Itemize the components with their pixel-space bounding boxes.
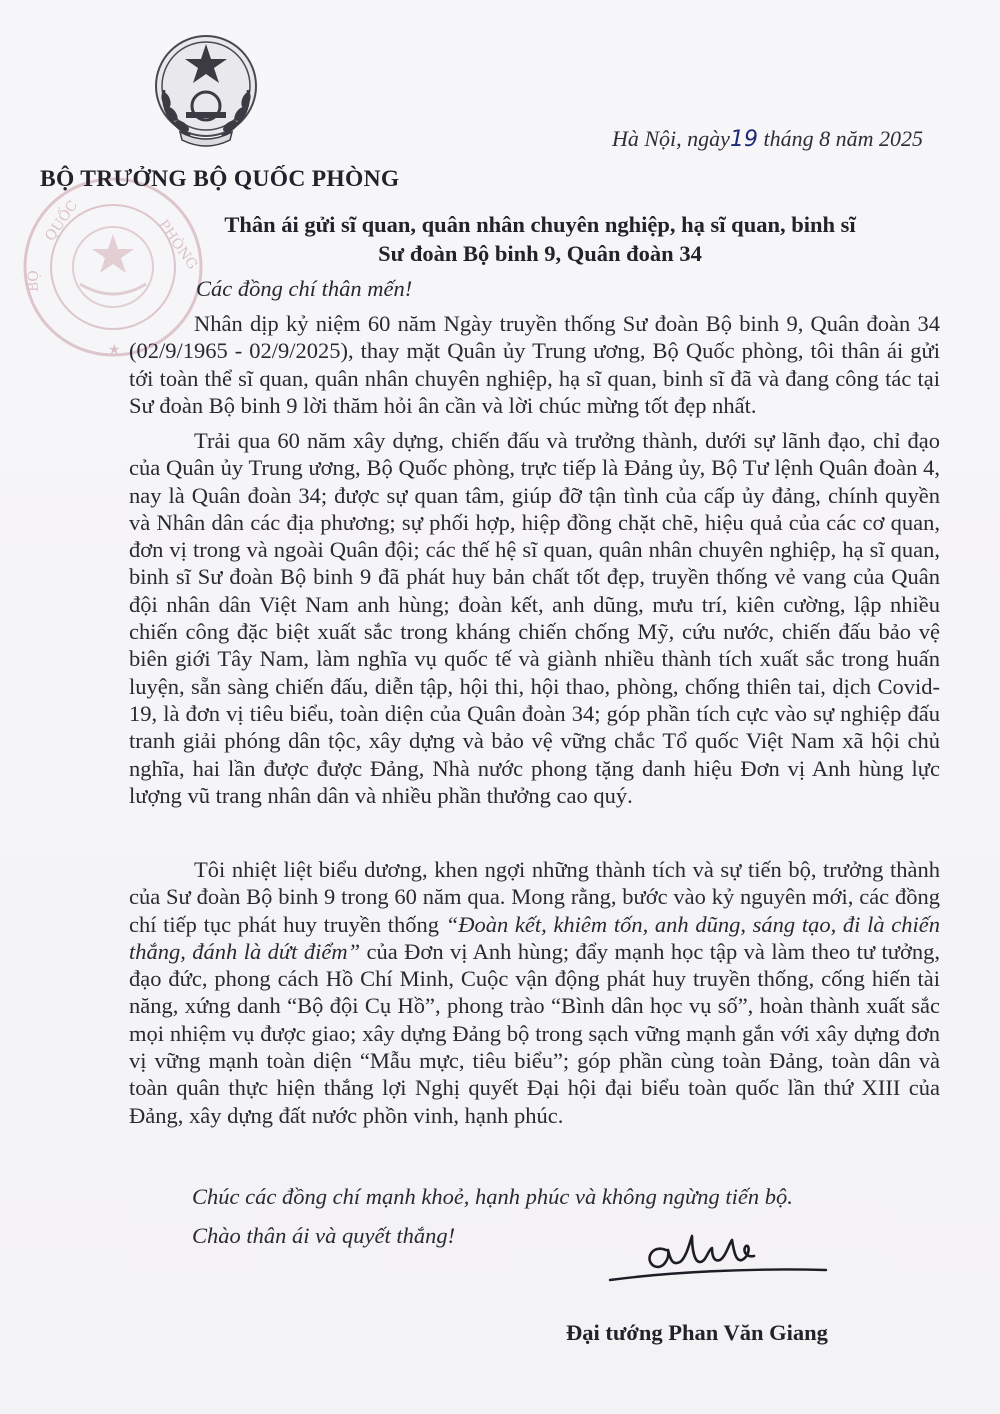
paragraph-2: Trải qua 60 năm xây dựng, chiến đấu và trưởng thành, dưới sự lãnh đạo, chỉ đạo của Quân ủy Trung ương, Bộ Quốc phòng, trực tiếp là Đảng ủy, Bộ Tư lệnh Quân đoàn 4, nay là Quân đoàn 34; được sự quan tâm, giúp đỡ tận tình của cấp ủy đảng, chính quyền và Nhân dân các địa phương; sự phối hợp, hiệp đồng chặt chẽ, hiệu quả của các cơ quan, đơn vị trong và ngoài Quân đội; các thế hệ sĩ quan, quân nhân chuyên nghiệp, hạ sĩ quan, binh sĩ Sư đoàn Bộ binh 9 đã phát huy bản chất tốt đẹp, truyền thống vẻ vang của Quân đội nhân dân Việt Nam anh hùng; đoàn kết, anh dũng, mưu trí, kiên cường, lập nhiều chiến công đặc biệt xuất sắc trong kháng chiến chống Mỹ, cứu nước, chiến đấu bảo vệ biên giới Tây Nam, làm nghĩa vụ quốc tế và giành nhiều thành tích xuất sắc trong huấn luyện, sẵn sàng chiến đấu, diễn tập, hội thi, hội thao, phòng, chống thiên tai, dịch Covid-19, là đơn vị tiêu biểu, toàn diện của Quân đoàn 34; góp phần tích cực vào sự nghiệp đấu tranh giải phóng dân tộc, xây dựng và bảo vệ vững chắc Tổ quốc Việt Nam xã hội chủ nghĩa, hai lần được được Đảng, Nhà nước phong tặng danh hiệu Đơn vị Anh hùng lực lượng vũ trang nhân dân và nhiều phần thưởng cao quý. <box>129 428 940 808</box>
recipient-line-2: Sư đoàn Bộ binh 9, Quân đoàn 34 <box>378 241 702 266</box>
date-day: 19 <box>729 127 758 152</box>
date-prefix: Hà Nội, ngày <box>612 126 730 151</box>
svg-text:★: ★ <box>108 342 121 358</box>
closing-greeting: Chào thân ái và quyết thắng! <box>192 1223 456 1248</box>
national-emblem-icon <box>150 28 262 156</box>
paragraph-3-part-a: Tôi nhiệt liệt biểu dương, khen ngợi những thành tích và sự tiến bộ, trưởng thành của Sư đoàn Bộ binh 9 trong 60 năm qua. Mong rằng, bước vào kỷ nguyên mới, các đồng chí tiếp tục phát huy truyền thống <box>129 857 940 937</box>
date-suffix: tháng 8 năm 2025 <box>763 126 923 151</box>
issuing-organization: BỘ TRƯỞNG BỘ QUỐC PHÒNG <box>40 166 400 192</box>
motto-quote: “Đoàn kết, khiêm tốn, anh dũng, sáng tạo, đi là chiến thắng, đánh là dứt điểm” <box>129 911 940 964</box>
svg-text:BỘ: BỘ <box>26 270 42 292</box>
recipient-line-1: Thân ái gửi sĩ quan, quân nhân chuyên nghiệp, hạ sĩ quan, binh sĩ <box>224 212 856 237</box>
salutation: Các đồng chí thân mến! <box>196 276 413 301</box>
svg-text:PHÒNG: PHÒNG <box>154 217 201 273</box>
paragraph-3 <box>129 856 940 1129</box>
letter-date <box>612 126 923 152</box>
paragraph-1: Nhân dịp kỷ niệm 60 năm Ngày truyền thống Sư đoàn Bộ binh 9, Quân đoàn 34 (02/9/1965 - 02/9/2025), thay mặt Quân ủy Trung ương, Bộ Quốc phòng, tôi thân ái gửi tới toàn thể sĩ quan, quân nhân chuyên nghiệp, hạ sĩ quan, binh sĩ đã và đang công tác tại Sư đoàn Bộ binh 9 lời thăm hỏi ân cần và lời chúc mừng tốt đẹp nhất. <box>129 311 940 418</box>
paragraph-3-part-b: của Đơn vị Anh hùng; đẩy mạnh học tập và làm theo tư tưởng, đạo đức, phong cách Hồ Chí Minh, Cuộc vận động phát huy truyền thống, cống hiến tài năng, xứng danh “Bộ đội Cụ Hồ”, phong trào “Bình dân học vụ số”, hoàn thành xuất sắc mọi nhiệm vụ được giao; xây dựng Đảng bộ trong sạch vững mạnh gắn với xây dựng đơn vị vững mạnh toàn diện “Mẫu mực, tiêu biểu”; góp phần cùng toàn Đảng, toàn dân và toàn quân thực hiện thắng lợi Nghị quyết Đại hội đại biểu toàn quốc lần thứ XIII của Đảng, xây dựng đất nước phồn vinh, hạnh phúc. <box>129 938 940 1128</box>
closing-wish: Chúc các đồng chí mạnh khoẻ, hạnh phúc và không ngừng tiến bộ. <box>192 1184 793 1209</box>
svg-text:QUỐC: QUỐC <box>42 197 82 245</box>
signer-name: Đại tướng Phan Văn Giang <box>566 1320 828 1345</box>
handwritten-signature <box>600 1222 830 1292</box>
